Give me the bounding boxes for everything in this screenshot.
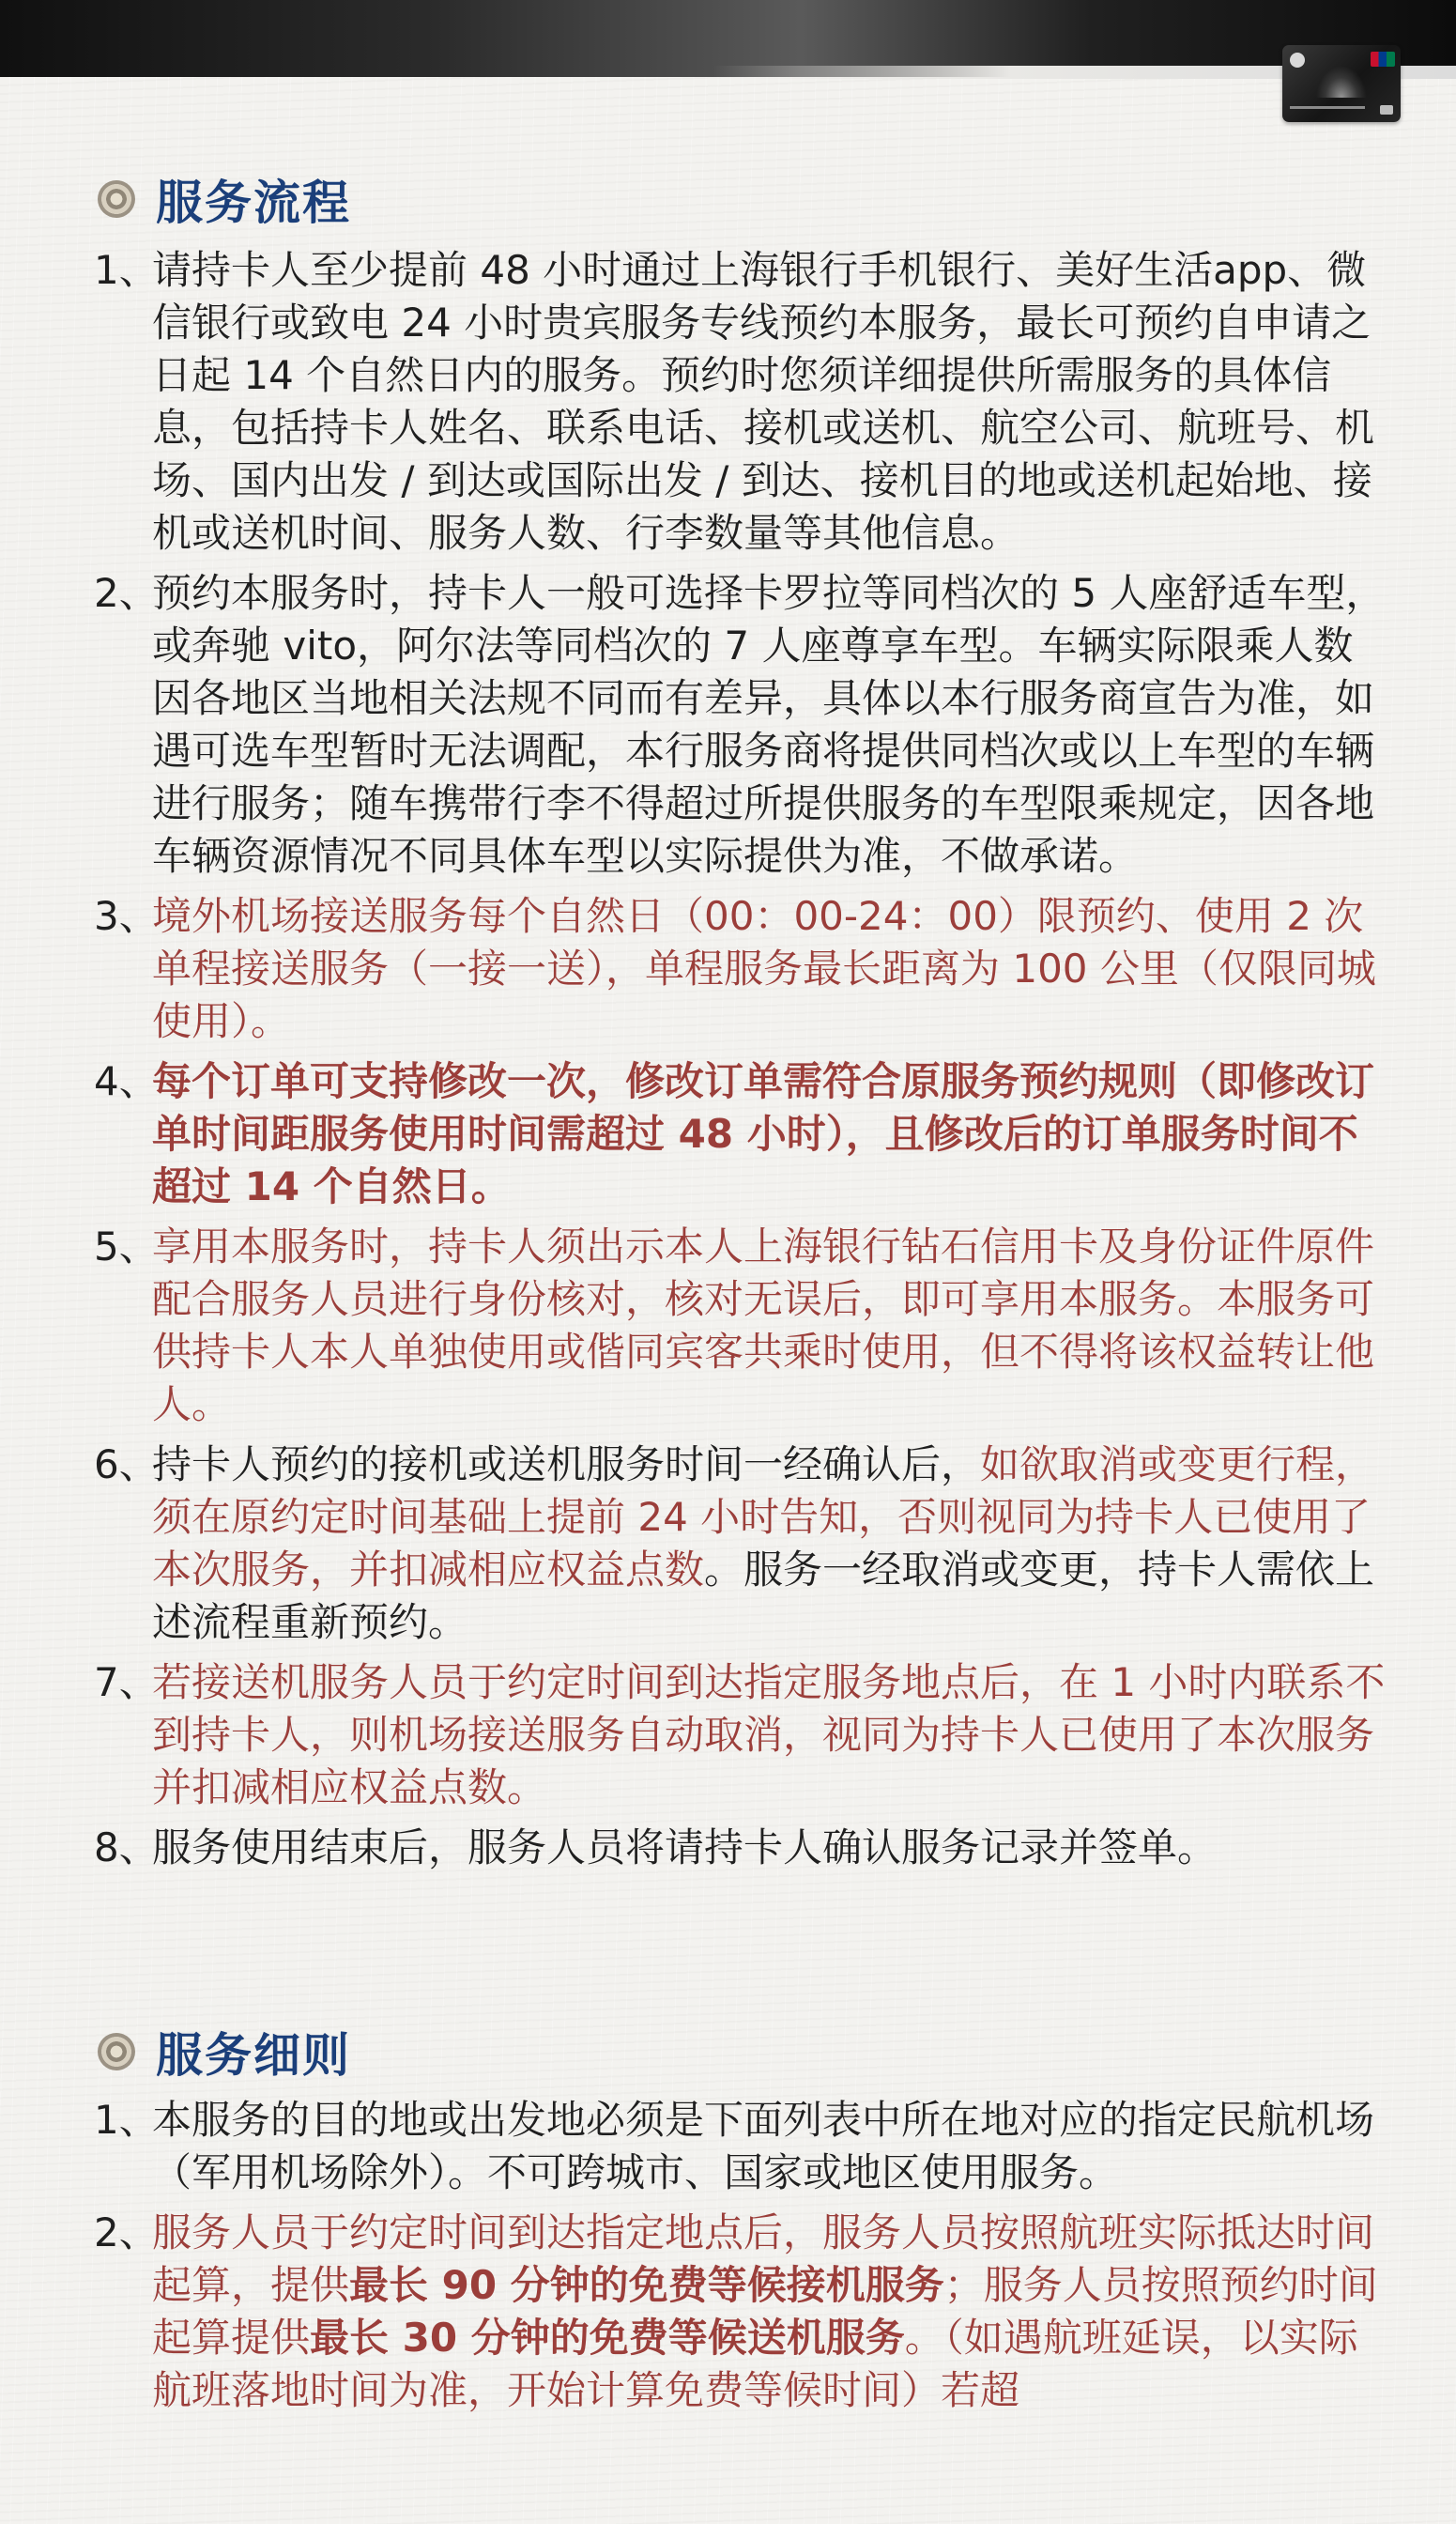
item-number: 1、 xyxy=(94,247,159,293)
item-number: 6、 xyxy=(94,1441,159,1487)
section-title: 服务流程 xyxy=(156,176,351,230)
item-text: 享用本服务时，持卡人须出示本人上海银行钻石信用卡及身份证件原件配合服务人员进行身份核对，核对无误后，即可享用本服务。本服务可供持卡人本人单独使用或偕同宾客共乘时使用，但不得将该权益转让他人。 xyxy=(152,1224,1375,1427)
item-number: 8、 xyxy=(94,1824,159,1870)
item-text: 。（如遇航班延误，以实际航班落地时间为准，开始计算免费等候时间）若超 xyxy=(152,2315,1358,2413)
item-number: 3、 xyxy=(94,893,159,939)
item-text: 境外机场接送服务每个自然日（00：00-24：00）限预约、使用 2 次单程接送服务（一接一送），单程服务最长距离为 100 公里（仅限同城使用）。 xyxy=(152,893,1376,1044)
card-fan-graphic xyxy=(1316,66,1367,98)
list-item xyxy=(94,1221,1389,1431)
item-number: 1、 xyxy=(94,2097,159,2143)
item-text: 若接送机服务人员于约定时间到达指定服务地点后，在 1 小时内联系不到持卡人，则机场接送服务自动取消，视同为持卡人已使用了本次服务并扣减相应权益点数。 xyxy=(152,1659,1386,1810)
item-text-bold: 最长 30 分钟的免费等候送机服务 xyxy=(310,2315,905,2361)
item-text: ；服务人员按照预约时间起算提供 xyxy=(152,2262,1378,2361)
list-item xyxy=(94,1055,1389,1213)
list-item xyxy=(94,1439,1389,1649)
item-number: 7、 xyxy=(94,1659,159,1705)
service-rules-list xyxy=(94,2094,1389,2424)
card-chip-icon xyxy=(1380,105,1393,115)
list-item xyxy=(94,890,1389,1048)
section-title: 服务细则 xyxy=(156,2028,351,2083)
item-text: 。服务一经取消或变更，持卡人需依上述流程重新预约。 xyxy=(152,1547,1375,1645)
item-text: 每个订单可支持修改一次，修改订单需符合原服务预约规则（即修改订单时间距服务使用时间需超过 48 小时），且修改后的订单服务时间不超过 14 个自然日。 xyxy=(152,1058,1375,1209)
item-text: 预约本服务时，持卡人一般可选择卡罗拉等同档次的 5 人座舒适车型，或奔驰 vito，阿尔法等同档次的 7 人座尊享车型。车辆实际限乘人数因各地区当地相关法规不同而有差异，具体以本行服务商宣告为准，如遇可选车型暂时无法调配，本行服务商将提供同档次或以上车型的车辆进行服务；随车携带行李不得超过所提供服务的车型限乘规定，因各地车辆资源情况不同具体车型以实际提供为准，不做承诺。 xyxy=(152,570,1386,879)
item-text: 服务人员于约定时间到达指定地点后，服务人员按照航班实际抵达时间起算，提供 xyxy=(152,2209,1375,2308)
list-item xyxy=(94,2094,1389,2199)
list-item xyxy=(94,244,1389,560)
item-number: 2、 xyxy=(94,570,159,616)
unionpay-logo-icon xyxy=(1371,52,1395,67)
list-item xyxy=(94,1822,1389,1874)
item-number: 4、 xyxy=(94,1058,159,1104)
bank-credit-card-icon xyxy=(1282,45,1401,122)
bank-logo-icon xyxy=(1290,53,1305,68)
item-text: 持卡人预约的接机或送机服务时间一经确认后， xyxy=(152,1441,981,1487)
item-text: 请持卡人至少提前 48 小时通过上海银行手机银行、美好生活app、微信银行或致电 24 小时贵宾服务专线预约本服务，最长可预约自申请之日起 14 个自然日内的服务。预约时您须详细提供所需服务的具体信息，包括持卡人姓名、联系电话、接机或送机、航空公司、航班号、机场、国内出发 / 到达或国际出发 / 到达、接机目的地或送机起始地、接机或送机时间、服务人数、行李数量等其他信息。 xyxy=(152,247,1375,556)
card-number-strip xyxy=(1290,106,1365,109)
service-process-list xyxy=(94,244,1389,1882)
item-text-bold: 最长 90 分钟的免费等候接机服务 xyxy=(349,2262,944,2308)
item-number: 5、 xyxy=(94,1224,159,1270)
section-header-service-rules xyxy=(98,2019,351,2085)
item-text-highlight: 如欲取消或变更行程，须在原约定时间基础上提前 24 小时告知，否则视同为持卡人已使用了本次服务，并扣减相应权益点数 xyxy=(152,1441,1375,1593)
item-text: 服务使用结束后，服务人员将请持卡人确认服务记录并签单。 xyxy=(152,1824,1218,1870)
item-text: 本服务的目的地或出发地必须是下面列表中所在地对应的指定民航机场（军用机场除外）。不可跨城市、国家或地区使用服务。 xyxy=(152,2097,1375,2195)
list-item xyxy=(94,567,1389,883)
section-header-service-process xyxy=(98,166,351,232)
round-bullet-icon xyxy=(98,2033,135,2070)
item-number: 2、 xyxy=(94,2209,159,2255)
list-item xyxy=(94,1656,1389,1814)
round-bullet-icon xyxy=(98,180,135,218)
list-item xyxy=(94,2207,1389,2417)
